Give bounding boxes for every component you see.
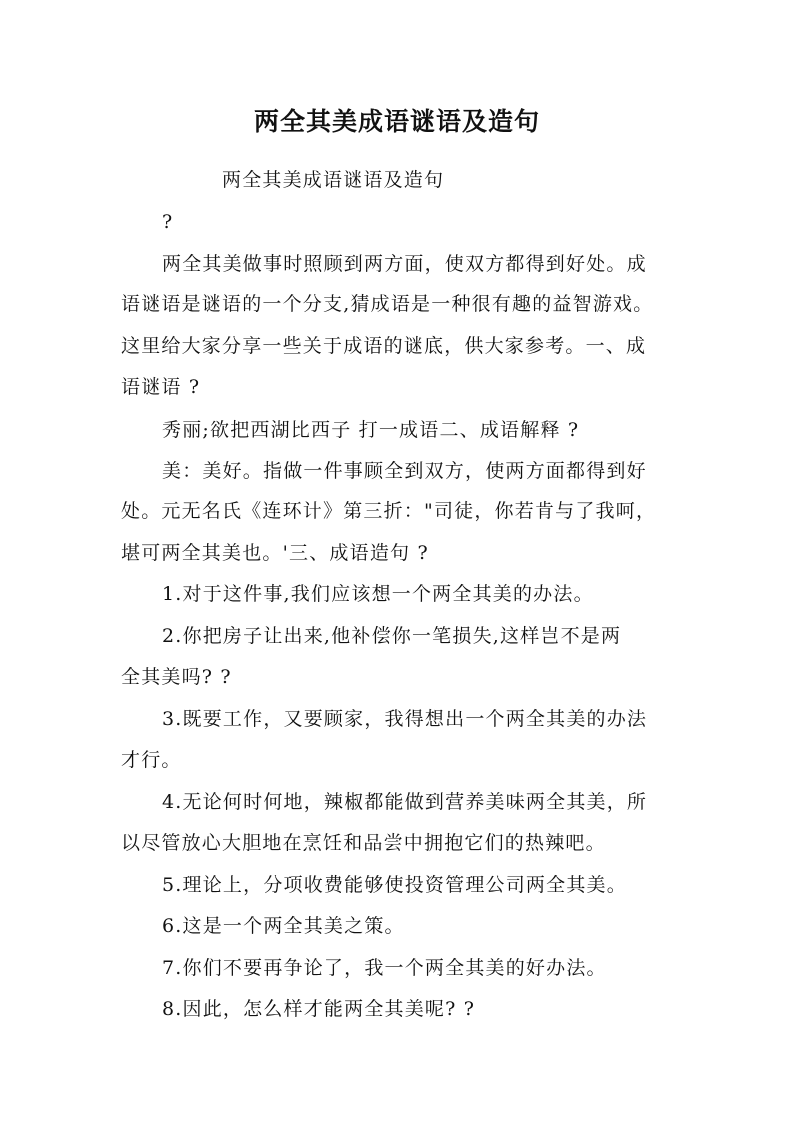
paragraph-line: 堪可两全其美也。'三、成语造句 ? <box>121 542 429 564</box>
question-mark: ? <box>162 211 174 233</box>
paragraph-line: 美：美好。指做一件事顾全到双方，使两方面都得到好 <box>162 460 647 482</box>
document-title: 两全其美成语谜语及造句 <box>253 107 540 136</box>
example-sentence: 才行。 <box>121 749 182 771</box>
example-sentence: 8.因此，怎么样才能两全其美呢? ? <box>162 998 476 1020</box>
subtitle: 两全其美成语谜语及造句 <box>222 169 445 191</box>
example-sentence: 6.这是一个两全其美之策。 <box>162 915 405 937</box>
example-sentence: 1.对于这件事,我们应该想一个两全其美的办法。 <box>162 583 594 605</box>
paragraph-line: 语谜语 ? <box>121 376 201 398</box>
paragraph-line: 两全其美做事时照顾到两方面，使双方都得到好处。成 <box>162 253 647 275</box>
example-sentence: 全其美吗? ? <box>121 666 232 688</box>
example-sentence: 5.理论上，分项收费能够使投资管理公司两全其美。 <box>162 874 627 896</box>
paragraph-line: 语谜语是谜语的一个分支,猜成语是一种很有趣的益智游戏。 <box>121 293 654 315</box>
paragraph-line: 这里给大家分享一些关于成语的谜底，供大家参考。一、成 <box>121 335 647 357</box>
example-sentence: 4.无论何时何地，辣椒都能做到营养美味两全其美，所 <box>162 791 648 813</box>
paragraph-line: 秀丽;欲把西湖比西子 打一成语二、成语解释 ? <box>162 419 580 441</box>
paragraph-line: 处。元无名氏《连环计》第三折："司徒，你若肯与了我呵， <box>121 500 657 522</box>
example-sentence: 7.你们不要再争论了，我一个两全其美的好办法。 <box>162 957 607 979</box>
example-sentence: 2.你把房子让出来,他补偿你一笔损失,这样岂不是两 <box>162 625 622 647</box>
example-sentence: 3.既要工作，又要顾家，我得想出一个两全其美的办法 <box>162 708 648 730</box>
example-sentence: 以尽管放心大胆地在烹饪和品尝中拥抱它们的热辣吧。 <box>121 832 606 854</box>
